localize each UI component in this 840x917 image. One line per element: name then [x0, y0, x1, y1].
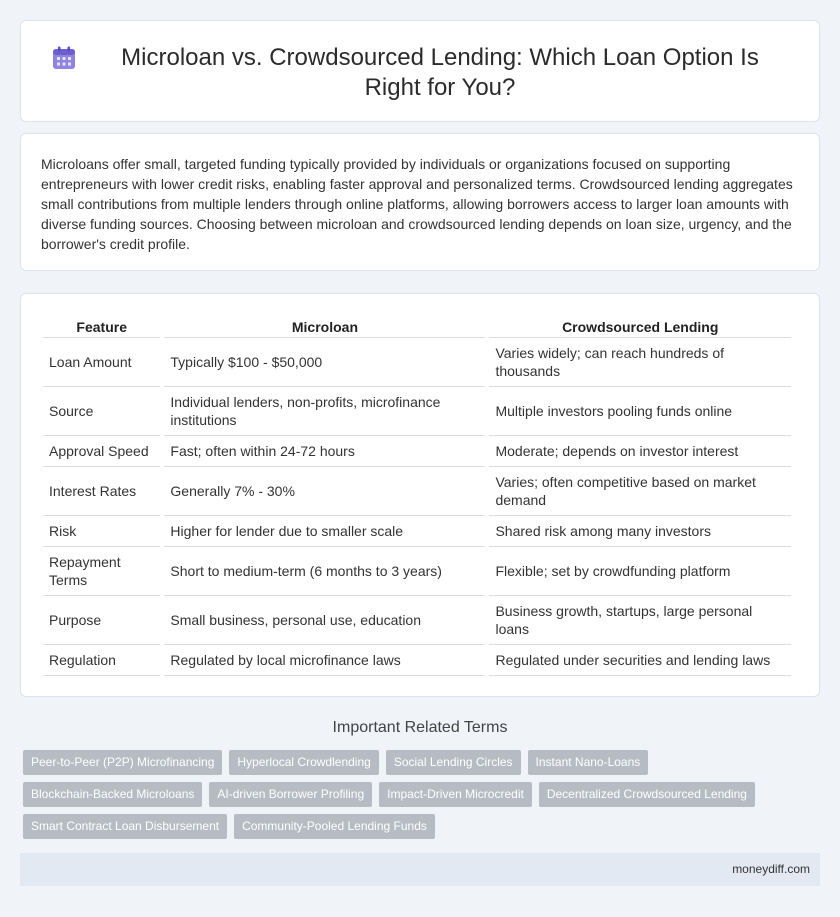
microloan-cell: Short to medium-term (6 months to 3 years) [164, 547, 485, 596]
related-term-tag[interactable]: Blockchain-Backed Microloans [23, 782, 202, 807]
crowdsourced-cell: Varies; often competitive based on market demand [489, 467, 791, 516]
feature-cell: Regulation [43, 645, 160, 676]
related-term-tag[interactable]: Impact-Driven Microcredit [379, 782, 532, 807]
crowdsourced-cell: Business growth, startups, large personal loans [489, 596, 791, 645]
related-term-tag[interactable]: Smart Contract Loan Disbursement [23, 814, 227, 839]
feature-cell: Loan Amount [43, 338, 160, 387]
feature-cell: Purpose [43, 596, 160, 645]
feature-cell: Repayment Terms [43, 547, 160, 596]
header-crowdsourced: Crowdsourced Lending [489, 314, 791, 338]
tag-row [23, 750, 803, 775]
feature-cell: Approval Speed [43, 436, 160, 467]
microloan-cell: Individual lenders, non-profits, microfinance institutions [164, 387, 485, 436]
feature-cell: Interest Rates [43, 467, 160, 516]
table-row [43, 516, 791, 547]
table-row [43, 436, 791, 467]
table-row [43, 645, 791, 676]
related-term-tag[interactable]: Social Lending Circles [386, 750, 521, 775]
comparison-table-card [20, 293, 820, 697]
related-terms-tags [23, 750, 803, 846]
related-term-tag[interactable]: Decentralized Crowdsourced Lending [539, 782, 755, 807]
feature-cell: Risk [43, 516, 160, 547]
table-row [43, 596, 791, 645]
table-header-row [43, 314, 791, 338]
tag-row [23, 782, 803, 807]
related-term-tag[interactable]: Hyperlocal Crowdlending [229, 750, 378, 775]
tag-row [23, 814, 803, 839]
feature-cell: Source [43, 387, 160, 436]
crowdsourced-cell: Shared risk among many investors [489, 516, 791, 547]
crowdsourced-cell: Flexible; set by crowdfunding platform [489, 547, 791, 596]
intro-paragraph: Microloans offer small, targeted funding typically provided by individuals or organizations focused on supporting entrepreneurs with lower credit risks, enabling faster approval and personalized terms. Crowdsourced lending aggregates small contributions from multiple lenders through online platforms, allowing borrowers access to larger loan amounts with diverse funding sources. Choosing between microloan and crowdsourced lending depends on loan size, urgency, and the borrower's credit profile. [41, 156, 793, 252]
related-term-tag[interactable]: Instant Nano-Loans [528, 750, 649, 775]
crowdsourced-cell: Regulated under securities and lending laws [489, 645, 791, 676]
title-card [20, 20, 820, 122]
crowdsourced-cell: Varies widely; can reach hundreds of thousands [489, 338, 791, 387]
microloan-cell: Fast; often within 24-72 hours [164, 436, 485, 467]
table-row [43, 547, 791, 596]
microloan-cell: Typically $100 - $50,000 [164, 338, 485, 387]
related-term-tag[interactable]: Peer-to-Peer (P2P) Microfinancing [23, 750, 222, 775]
related-term-tag[interactable]: Community-Pooled Lending Funds [234, 814, 435, 839]
crowdsourced-cell: Moderate; depends on investor interest [489, 436, 791, 467]
page-title: Microloan vs. Crowdsourced Lending: Which Loan Option Is Right for You? [121, 44, 759, 101]
related-terms-title: Important Related Terms [332, 719, 508, 736]
microloan-cell: Higher for lender due to smaller scale [164, 516, 485, 547]
comparison-table [39, 314, 795, 676]
intro-card [20, 133, 820, 271]
footer-site-link[interactable]: moneydiff.com [732, 862, 810, 876]
microloan-cell: Generally 7% - 30% [164, 467, 485, 516]
table-row [43, 387, 791, 436]
microloan-cell: Regulated by local microfinance laws [164, 645, 485, 676]
related-term-tag[interactable]: AI-driven Borrower Profiling [209, 782, 372, 807]
footer [20, 853, 820, 886]
header-feature: Feature [43, 314, 160, 338]
crowdsourced-cell: Multiple investors pooling funds online [489, 387, 791, 436]
header-microloan: Microloan [164, 314, 485, 338]
microloan-cell: Small business, personal use, education [164, 596, 485, 645]
table-row [43, 338, 791, 387]
table-row [43, 467, 791, 516]
